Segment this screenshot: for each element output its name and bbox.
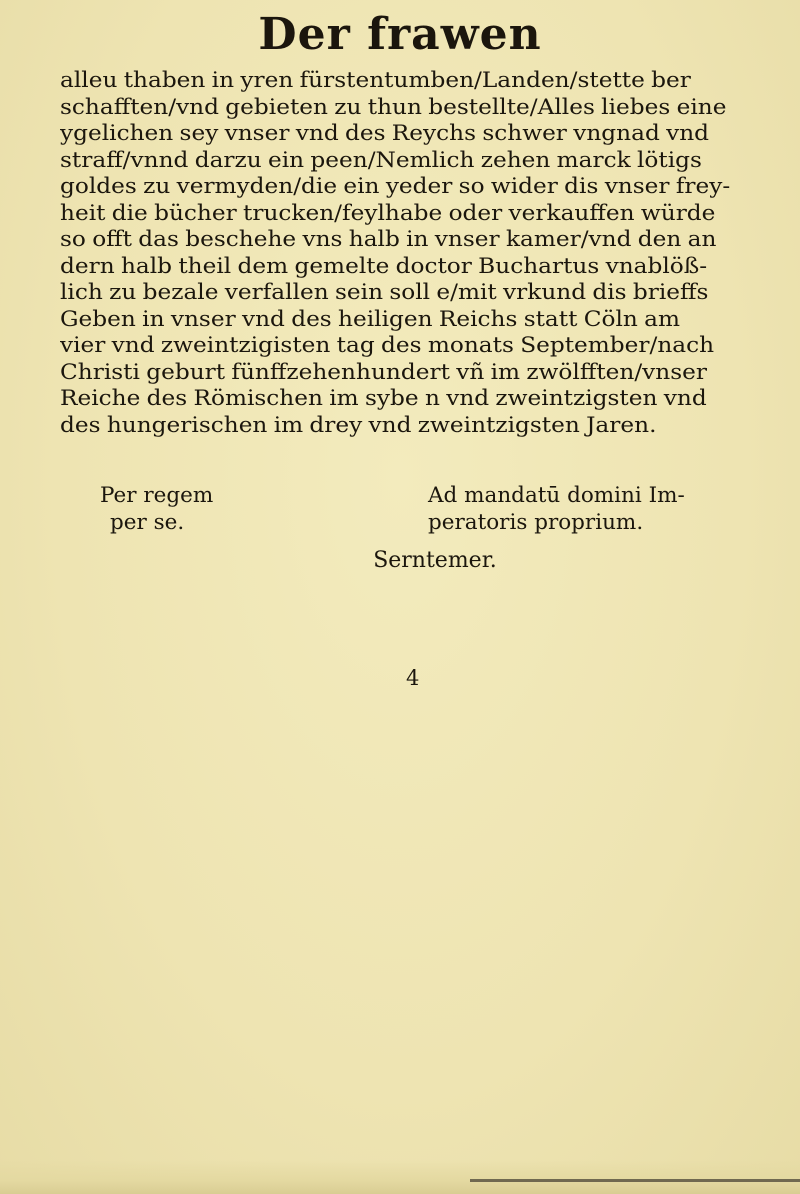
body-line: des hungerischen im drey vnd zweintzigsten Jaren. — [60, 412, 657, 438]
body-line: Geben in vnser vnd des heiligen Reichs statt Cöln am — [60, 306, 681, 332]
body-line: goldes zu vermyden/die ein yeder so wider dis vnser frey- — [60, 174, 731, 199]
page-heading: Der frawen — [258, 9, 542, 60]
body-paragraph — [60, 68, 760, 439]
body-line: Reiche des Römischen im sybe n vnd zweintzigsten vnd — [60, 386, 707, 411]
body-line: schafften/vnd gebieten zu thun bestellte/Alles liebes eine — [60, 94, 727, 120]
body-line: alleu thaben in yren fürstentumben/Landen/stette ber — [60, 68, 691, 93]
page-bottom-edge — [0, 1160, 800, 1194]
body-line: straff/vnnd darzu ein peen/Nemlich zehen marck lötigs — [60, 147, 702, 173]
body-line: heit die bücher trucken/feylhabe oder verkauffen würde — [60, 200, 716, 226]
closing-formula-left — [100, 482, 213, 536]
closing-formula-right — [428, 482, 685, 536]
body-line: ygelichen sey vnser vnd des Reychs schwer vngnad vnd — [60, 121, 710, 146]
closing-left-line: per se. — [110, 510, 185, 535]
body-line: Christi geburt fünffzehenhundert vñ im zwölfften/vnser — [60, 359, 708, 385]
body-line: so offt das beschehe vns halb in vnser kamer/vnd den an — [60, 227, 717, 252]
closing-right-line: Ad mandatū domini Im- — [428, 483, 685, 508]
folio-mark: 4 — [406, 666, 420, 690]
closing-left-line: Per regem — [100, 483, 214, 508]
body-line: vier vnd zweintzigisten tag des monats September/nach — [60, 333, 715, 358]
closing-right-line: peratoris proprium. — [428, 510, 644, 535]
body-line: lich zu bezale verfallen sein soll e/mit vrkund dis brieffs — [60, 280, 709, 305]
body-line: dern halb theil dem gemelte doctor Buchartus vnablöß- — [60, 253, 708, 279]
page-edge-line — [470, 1179, 800, 1182]
signature: Serntemer. — [373, 548, 497, 573]
